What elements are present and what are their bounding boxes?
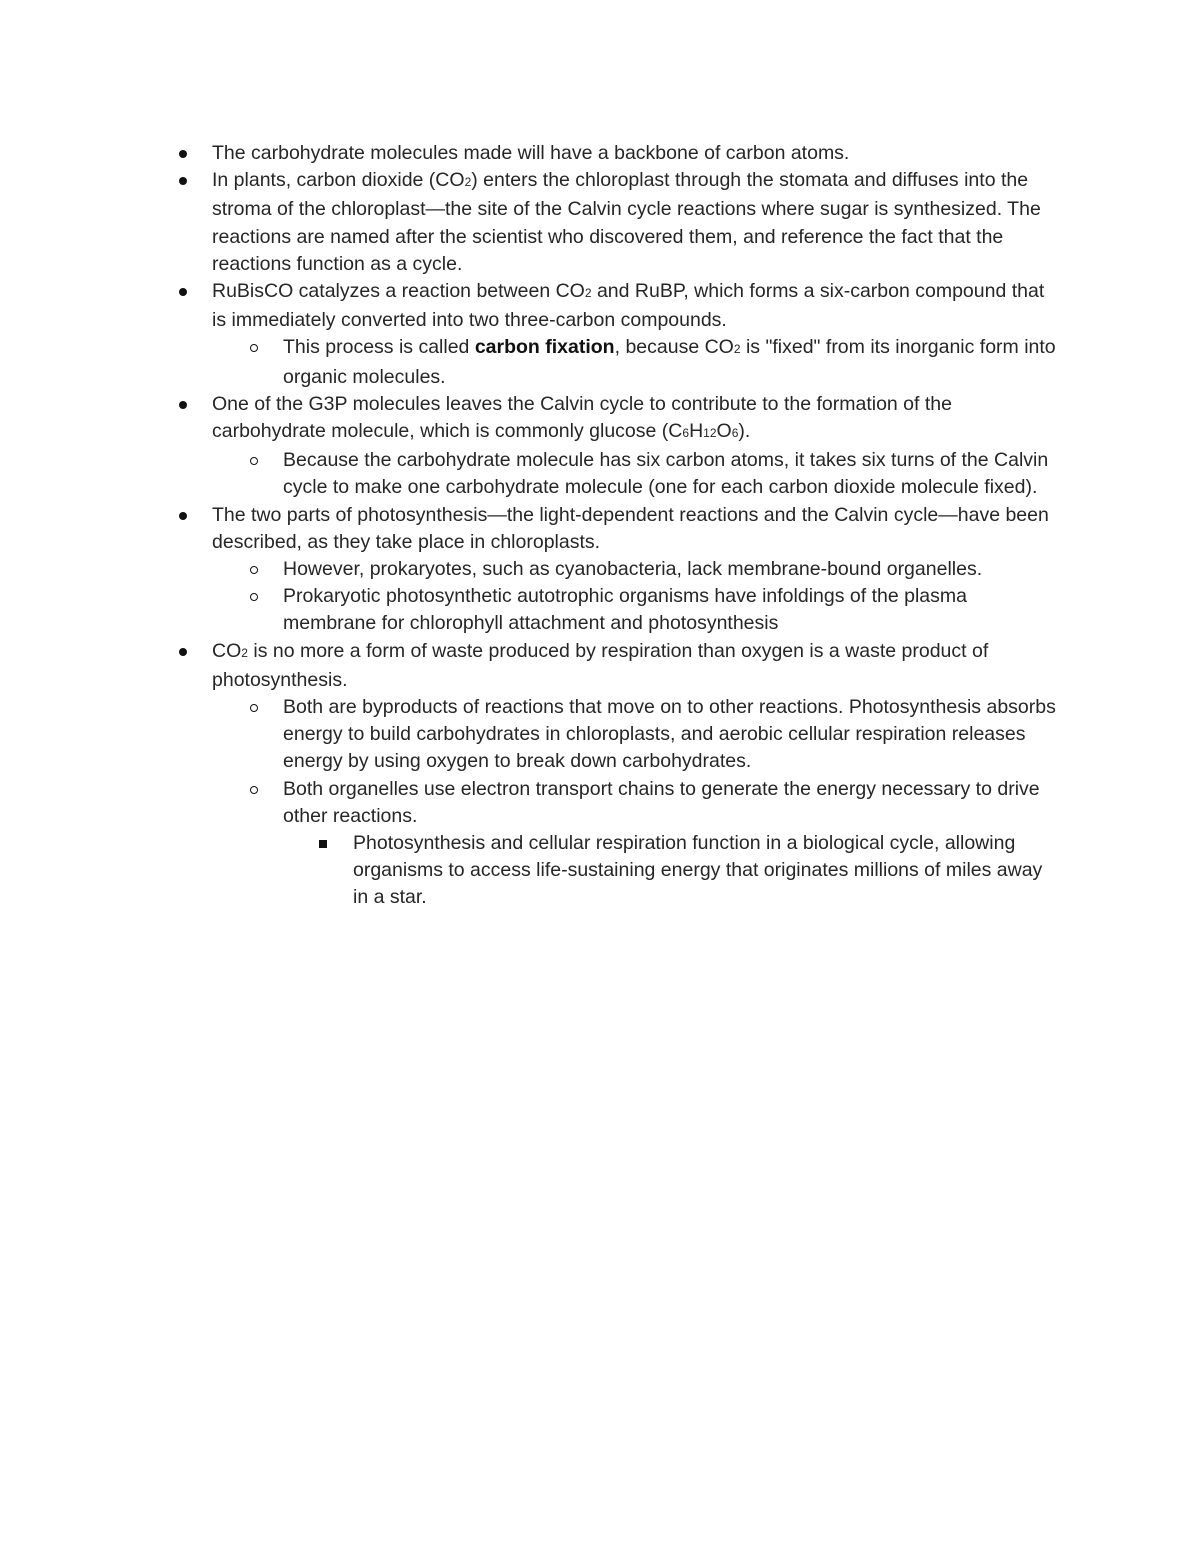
list-item-text: Both organelles use electron transport chains to generate the energy necessary to drive other reactions. xyxy=(283,777,1040,827)
list-item xyxy=(283,694,1062,776)
list-item-text: The two parts of photosynthesis—the light-dependent reactions and the Calvin cycle—have been described, as they take place in chloroplasts. xyxy=(212,503,1049,553)
list-item-text: One of the G3P molecules leaves the Calvin cycle to contribute to the formation of the carbohydrate molecule, which is commonly glucose (C6H12O6). xyxy=(212,392,952,443)
list-item-text: Prokaryotic photosynthetic autotrophic organisms have infoldings of the plasma membrane for chlorophyll attachment and photosynthesis xyxy=(283,585,967,635)
list-item xyxy=(353,830,1062,912)
list-item xyxy=(212,278,1062,334)
subscript: 2 xyxy=(464,175,472,190)
filled-circle-bullet-icon xyxy=(179,288,187,296)
list-item-text: However, prokaryotes, such as cyanobacteria, lack membrane-bound organelles. xyxy=(283,558,983,581)
filled-circle-bullet-icon xyxy=(179,401,187,409)
bold-term: carbon fixation xyxy=(474,336,615,359)
filled-circle-bullet-icon xyxy=(179,150,187,158)
filled-circle-bullet-icon xyxy=(179,648,187,656)
filled-square-bullet-icon xyxy=(319,840,327,848)
list-item xyxy=(283,583,1062,637)
hollow-circle-bullet-icon xyxy=(250,704,258,712)
list-item-text: CO2 is no more a form of waste produced by respiration than oxygen is a waste product of photosynthesis. xyxy=(212,639,989,691)
list-item-text: Because the carbohydrate molecule has six carbon atoms, it takes six turns of the Calvin cycle to make one carbohydrate molecule (one for each carbon dioxide molecule fixed). xyxy=(283,449,1049,499)
list-item xyxy=(283,776,1062,830)
subscript: 6 xyxy=(731,426,739,441)
hollow-circle-bullet-icon xyxy=(250,593,258,601)
subscript: 6 xyxy=(682,426,690,441)
list-item xyxy=(212,140,1062,167)
list-item-text: Both are byproducts of reactions that move on to other reactions. Photosynthesis absorbs energy to build carbohydrates in chloroplasts, and aerobic cellular respiration releases energy by using oxygen to break down carbohydrates. xyxy=(283,696,1056,773)
hollow-circle-bullet-icon xyxy=(250,786,258,794)
hollow-circle-bullet-icon xyxy=(250,566,258,574)
filled-circle-bullet-icon xyxy=(179,512,187,520)
bulleted-notes-list xyxy=(212,140,1062,912)
list-item-text: In plants, carbon dioxide (CO2) enters the chloroplast through the stomata and diffuses into the stroma of the chloroplast—the site of the Calvin cycle reactions where sugar is synthesized. The reactions are named after the scientist who discovered them, and reference the fact that the reactions function as a cycle. xyxy=(212,169,1041,275)
subscript: 2 xyxy=(733,342,741,357)
list-item-text: The carbohydrate molecules made will have a backbone of carbon atoms. xyxy=(212,142,850,164)
hollow-circle-bullet-icon xyxy=(250,457,258,465)
list-item-text: This process is called carbon fixation, because CO2 is "fixed" from its inorganic form into organic molecules. xyxy=(283,336,1056,388)
list-item-text: RuBisCO catalyzes a reaction between CO2 and RuBP, which forms a six-carbon compound that is immediately converted into two three-carbon compounds. xyxy=(212,280,1045,332)
subscript: 2 xyxy=(241,645,248,660)
list-item xyxy=(212,502,1062,556)
list-item xyxy=(283,447,1062,501)
subscript: 2 xyxy=(584,286,592,301)
list-item xyxy=(212,638,1062,694)
list-item xyxy=(212,167,1062,278)
filled-circle-bullet-icon xyxy=(179,177,187,185)
list-item xyxy=(283,334,1062,390)
list-item xyxy=(212,391,1062,447)
list-item-text: Photosynthesis and cellular respiration function in a biological cycle, allowing organisms to access life-sustaining energy that originates millions of miles away in a star. xyxy=(353,832,1043,909)
list-item xyxy=(283,556,1062,583)
hollow-circle-bullet-icon xyxy=(250,344,258,352)
subscript: 12 xyxy=(703,426,717,441)
